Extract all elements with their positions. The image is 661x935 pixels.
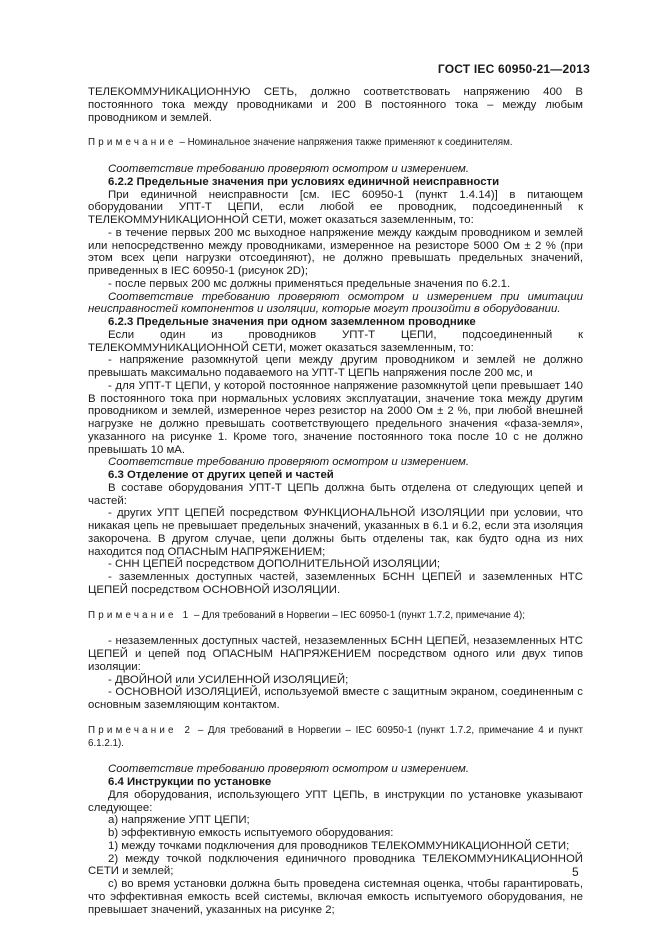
section-heading-6-3: 6.3 Отделение от других цепей и частей <box>108 469 334 481</box>
paragraph: ТЕЛЕКОММУНИКАЦИОННУЮ СЕТЬ, должно соответствовать напряжению 400 В постоянного тока между проводниками и 200 В постоянного тока – между любым проводником и землей. <box>88 86 583 124</box>
list-item: 2) между точкой подключения единичного проводника ТЕЛЕКОММУНИКАЦИОННОЙ СЕТИ и землей; <box>88 852 583 878</box>
compliance-text: Соответствие требованию проверяют осмотром и измерением при имитации неисправностей компонентов и изоляции, которые могут произойти в оборудовании. <box>88 290 583 316</box>
paragraph: Для оборудования, использующего УПТ ЦЕПЬ, в инструкции по установке указывают следующее: <box>88 788 583 814</box>
list-item: - в течение первых 200 мс выходное напряжение между каждым проводником и землей или непосредственно между проводниками, измеренное на резисторе 5000 Ом ± 2 % (при этом всех цепи нагрузки отсоединяют), не должно превышать предельных значений, приведенных в IEC 60950-1 (рисунок 2D); <box>88 226 583 277</box>
note-text: – Для требований в Норвегии – IEC 60950-1 (пункт 1.7.2, примечание 4); <box>191 609 525 621</box>
list-item: 1) между точками подключения для проводников ТЕЛЕКОММУНИКАЦИОННОЙ СЕТИ; <box>108 839 570 852</box>
note-text: – Для требований в Норвегии – IEC 60950-1 (пункт 1.7.2, примечание 4 и пункт 6.1.2.1). <box>88 724 583 749</box>
page-number: 5 <box>572 865 579 879</box>
section-heading-6-4: 6.4 Инструкции по установке <box>108 776 272 788</box>
document-body <box>88 86 583 916</box>
list-item: - других УПТ ЦЕПЕЙ посредством ФУНКЦИОНАЛЬНОЙ ИЗОЛЯЦИИ при условии, что никакая цепь не превышает предельных значений, указанных в 6.1 и 6.2, если эта изоляция закорочена. В другом случае, цепи должны быть отделены так, как будто одна из них находится под ОПАСНЫМ НАПРЯЖЕНИЕМ; <box>88 507 583 558</box>
section-heading-6-2-2: 6.2.2 Предельные значения при условиях единичной неисправности <box>108 175 500 188</box>
compliance-text: Соответствие требованию проверяют осмотром и измерением. <box>108 163 470 175</box>
note-1 <box>88 137 583 150</box>
note-3 <box>88 725 583 751</box>
list-item: - ОСНОВНОЙ ИЗОЛЯЦИЕЙ, используемой вместе с защитным экраном, соединенным с основным заземляющим контактом. <box>88 686 583 711</box>
list-item: - заземленных доступных частей, заземленных БСНН ЦЕПЕЙ и заземленных НТС ЦЕПЕЙ посредством ОСНОВНОЙ ИЗОЛЯЦИИ. <box>88 571 583 596</box>
list-item: - ДВОЙНОЙ или УСИЛЕННОЙ ИЗОЛЯЦИЕЙ; <box>108 673 349 686</box>
list-item: - напряжение разомкнутой цепи между другим проводником и землей не должно превышать максимально подаваемого на УПТ-Т ЦЕПЬ напряжения после 200 мс, и <box>88 354 583 379</box>
note-text: – Номинальное значение напряжения также применяют к соединителям. <box>176 137 513 149</box>
paragraph: При единичной неисправности [см. IEC 60950-1 (пункт 1.4.14)] в питающем оборудовании УПТ-Т ЦЕПИ, если любой ее проводник, подсоединенный к ТЕЛЕКОММУНИКАЦИОННОЙ СЕТИ, может оказаться заземленным, то: <box>88 188 583 226</box>
list-item: a) напряжение УПТ ЦЕПИ; <box>108 814 250 827</box>
paragraph: В составе оборудования УПТ-Т ЦЕПЬ должна быть отделена от следующих цепей и частей: <box>88 481 583 507</box>
note-label: Примечание <box>88 137 177 149</box>
note-label: Примечание 1 <box>88 609 192 621</box>
list-item: - незаземленных доступных частей, незаземленных БСНН ЦЕПЕЙ, незаземленных НТС ЦЕПЕЙ и цепей под ОПАСНЫМ НАПРЯЖЕНИЕМ посредством одного или двух типов изоляции: <box>88 635 583 673</box>
compliance-text: Соответствие требованию проверяют осмотром и измерением. <box>108 456 470 469</box>
note-2 <box>88 610 583 623</box>
section-heading-6-2-3: 6.2.3 Предельные значения при одном заземленном проводнике <box>108 316 476 328</box>
list-item: c) во время установки должна быть проведена системная оценка, чтобы гарантировать, что эффективная емкость всей системы, включая емкость испытуемого оборудования, не превышает значений, указанных на рисунке 2; <box>88 878 583 916</box>
compliance-text: Соответствие требованию проверяют осмотром и измерением. <box>108 763 470 776</box>
document-header: ГОСТ IEC 60950-21—2013 <box>437 62 590 76</box>
note-label: Примечание 2 <box>88 724 194 736</box>
list-item: - СНН ЦЕПЕЙ посредством ДОПОЛНИТЕЛЬНОЙ ИЗОЛЯЦИИ; <box>108 558 441 571</box>
list-item: b) эффективную емкость испытуемого оборудования: <box>108 827 394 839</box>
list-item: - после первых 200 мс должны применяться предельные значения по 6.2.1. <box>108 277 511 290</box>
paragraph: Если один из проводников УПТ-Т ЦЕПИ, подсоединенный к ТЕЛЕКОММУНИКАЦИОННОЙ СЕТИ, может оказаться заземленным, то: <box>88 328 583 354</box>
list-item: - для УПТ-Т ЦЕПИ, у которой постоянное напряжение разомкнутой цепи превышает 140 В постоянного тока при нормальных условиях эксплуатации, значение тока между другим проводником и землей, измеренное через резистор на 2000 Ом ± 2 %, при любой внешней нагрузке не должно превышать соответствующего предельного значения «фаза-земля», указанного на рисунке 1. Кроме того, значение постоянного тока после 10 с не должно превышать 10 мА. <box>88 379 583 456</box>
